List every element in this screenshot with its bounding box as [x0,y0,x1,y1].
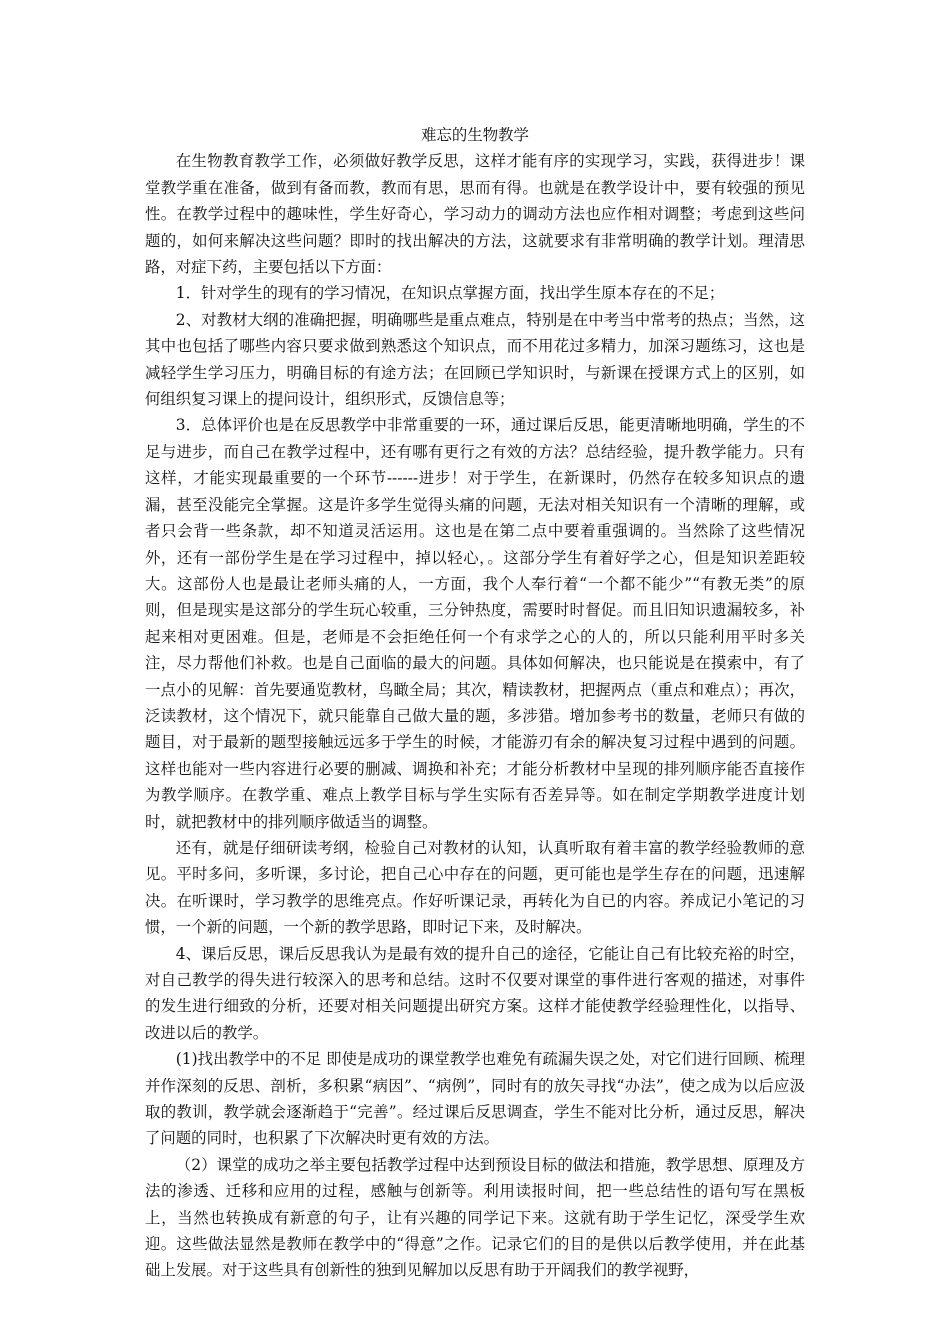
paragraph-point-4: 4、课后反思，课后反思我认为是最有效的提升自己的途径，它能让自己有比较充裕的时空，对自己教学的得失进行较深入的思考和总结。这时不仅要对课堂的事件进行客观的描述，对事件的发生进行细致的分析，还要对相关问题提出研究方案。这样才能使教学经验理性化，以指导、改进以后的教学。 [145,944,805,1042]
document-title: 难忘的生物教学 [421,126,529,144]
paragraph-subpoint-1: (1)找出教学中的不足 即使是成功的课堂教学也难免有疏漏失误之处，对它们进行回顾、梳理并作深刻的反思、剖析，多积累“病因”、“病例”，同时有的放矢寻找“办法”，使之成为以后应汲取的教训，教学就会逐渐趋于“完善”。经过课后反思调查，学生不能对比分析，通过反思，解决了问题的同时，也积累了下次解决时更有效的方法。 [145,1050,805,1148]
document-page [145,122,805,1284]
paragraph-point-1: 1．针对学生的现有的学习情况，在知识点掌握方面，找出学生原本存在的不足； [175,284,725,303]
paragraph-intro: 在生物教育教学工作，必须做好教学反思，这样才能有序的实现学习，实践，获得进步！课堂教学重在准备，做到有备而教，教而有思，思而有得。也就是在教学设计中，要有较强的预见性。在教学过程中的趣味性，学生好奇心，学习动力的调动方法也应作相对调整；考虑到这些问题的，如何来解决这些问题？即时的找出解决的方法，这就要求有非常明确的教学计划。理清思路，对症下药，主要包括以下方面： [145,152,805,277]
paragraph-point-3: 3．总体评价也是在反思教学中非常重要的一环，通过课后反思，能更清晰地明确，学生的不足与进步，而自己在教学过程中，还有哪有更行之有效的方法？总结经验，提升教学能力。只有这样，才能实现最重要的一个环节------进步！对于学生，在新课时，仍然存在较多知识点的遗漏，甚至没能完全掌握。这是许多学生觉得头痛的问题，无法对相关知识有一个清晰的理解，或者只会背一些条款，却不知道灵活运用。这也是在第二点中要着重强调的。当然除了这些情况外，还有一部份学生是在学习过程中，掉以轻心，。这部分学生有着好学之心，但是知识差距较大。这部份人也是最让老师头痛的人，一方面，我个人奉行着“一个都不能少”“有教无类”的原则，但是现实是这部分的学生玩心较重，三分钟热度，需要时时督促。而且旧知识遗漏较多，补起来相对更困难。但是，老师是不会拒绝任何一个有求学之心的人的，所以只能利用平时多关注，尽力帮他们补救。也是自己面临的最大的问题。具体如何解决，也只能说是在摸索中，有了一点小的见解：首先要通览教材，鸟瞰全局；其次，精读教材，把握两点（重点和难点）；再次，泛读教材，这个情况下，就只能靠自己做大量的题，多涉猎。增加参考书的数量，老师只有做的题目，对于最新的题型接触远远多于学生的时候，才能游刃有余的解决复习过程中遇到的问题。这样也能对一些内容进行必要的删减、调换和补充；才能分析教材中呈现的排列顺序能否直接作为教学顺序。在教学重、难点上教学目标与学生实际有否差异等。如在制定学期教学进度计划时，就把教材中的排列顺序做适当的调整。 [145,416,805,831]
paragraph-syllabus: 还有，就是仔细研读考纲，检验自己对教材的认知，认真听取有着丰富的教学经验教师的意见。平时多问，多听课，多讨论，把自己心中存在的问题，更可能也是学生存在的问题，迅速解决。在听课时，学习教学的思维亮点。作好听课记录，再转化为自已的内容。养成记小笔记的习惯，一个新的问题，一个新的教学思路，即时记下来，及时解决。 [145,838,805,937]
paragraph-point-2: 2、对教材大纲的准确把握，明确哪些是重点难点，特别是在中考当中常考的热点；当然，这其中也包括了哪些内容只要求做到熟悉这个知识点，而不用花过多精力，加深习题练习，这也是减轻学生学习压力，明确目标的有途方法；在回顾已学知识时，与新课在授课方式上的区别，如何组织复习课上的提问设计，组织形式，反馈信息等； [145,310,805,409]
paragraph-subpoint-2: （2）课堂的成功之举主要包括教学过程中达到预设目标的做法和措施，教学思想、原理及方法的渗透、迁移和应用的过程，感触与创新等。利用读报时间，把一些总结性的语句写在黑板上，当然也转换成有新意的句子，让有兴趣的同学记下来。这就有助于学生记忆，深受学生欢迎。这些做法显然是教师在教学中的“得意”之作。记录它们的目的是供以后教学使用，并在此基础上发展。对于这些具有创新性的独到见解加以反思有助于开阔我们的教学视野， [145,1155,805,1280]
